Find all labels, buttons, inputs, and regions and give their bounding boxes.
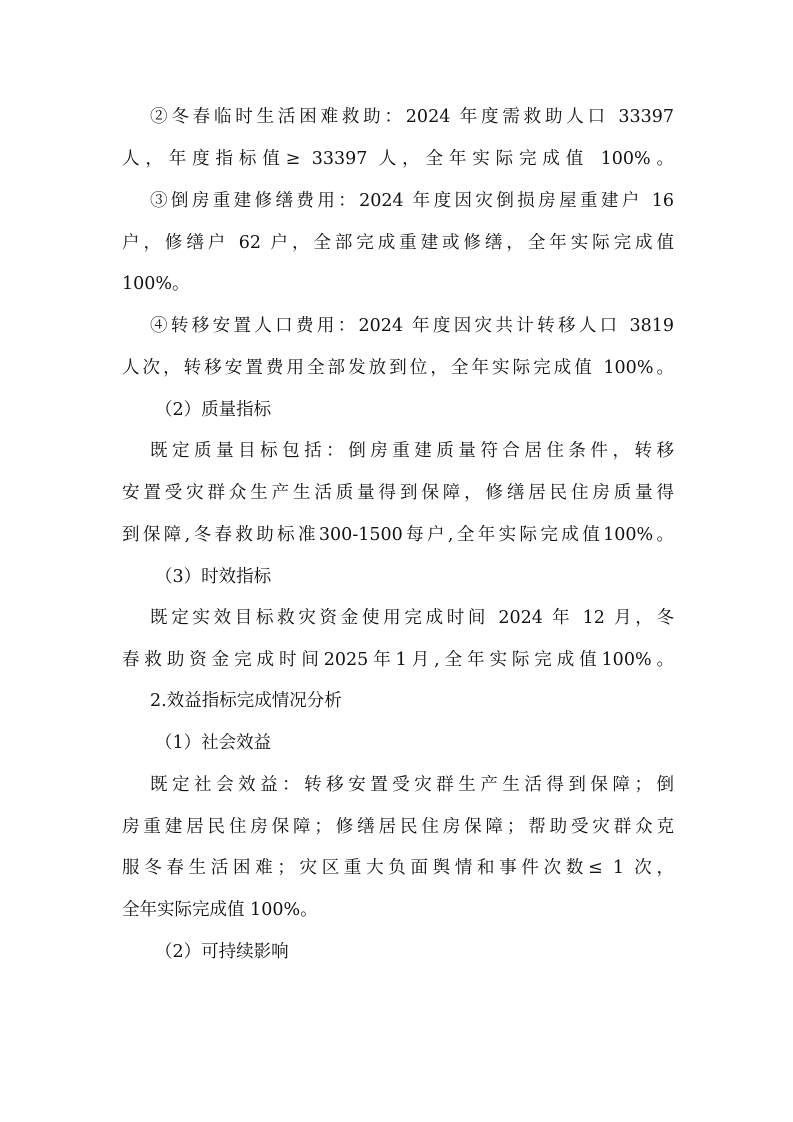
heading-sustainable-impact: （2）可持续影响 [155,942,289,962]
para-quality-line1: 既定质量目标包括：倒房重建质量符合居住条件，转移 [150,441,674,461]
para-quality-line3: 到保障,冬春救助标准300-1500每户,全年实际完成值100%。 [122,525,674,545]
para-relocation-line2: 人次，转移安置费用全部发放到位，全年实际完成值 100%。 [122,358,674,378]
heading-benefit-analysis: 2.效益指标完成情况分析 [150,691,342,711]
para-social-line1: 既定社会效益：转移安置受灾群生产生活得到保障；倒 [150,775,674,795]
para-rebuild-line1: ③倒房重建修缮费用：2024 年度因灾倒损房屋重建户 16 [150,191,674,211]
para-rebuild-line3: 100%。 [122,274,190,294]
heading-social-benefit: （1）社会效益 [155,733,272,753]
para-social-line2: 房重建居民住房保障；修缮居民住房保障；帮助受灾群众克 [122,817,674,837]
heading-timeliness-indicator: （3）时效指标 [155,567,272,587]
para-winter-relief-line2: 人，年度指标值≥ 33397 人，全年实际完成值 100%。 [122,149,674,169]
para-relocation-line1: ④转移安置人口费用：2024 年度因灾共计转移人口 3819 [150,316,674,336]
para-social-line3: 服冬春生活困难；灾区重大负面舆情和事件次数≤ 1 次， [122,858,674,878]
para-timeliness-line1: 既定实效目标救灾资金使用完成时间 2024 年 12 月，冬 [150,608,674,628]
para-quality-line2: 安置受灾群众生产生活质量得到保障，修缮居民住房质量得 [122,483,674,503]
para-social-line4: 全年实际完成值 100%。 [122,900,318,920]
para-timeliness-line2: 春救助资金完成时间2025年1月,全年实际完成值100%。 [122,650,674,670]
para-rebuild-line2: 户，修缮户 62 户，全部完成重建或修缮，全年实际完成值 [122,233,674,253]
heading-quality-indicator: （2）质量指标 [155,400,272,420]
para-winter-relief-line1: ②冬春临时生活困难救助：2024 年度需救助人口 33397 [150,107,674,127]
